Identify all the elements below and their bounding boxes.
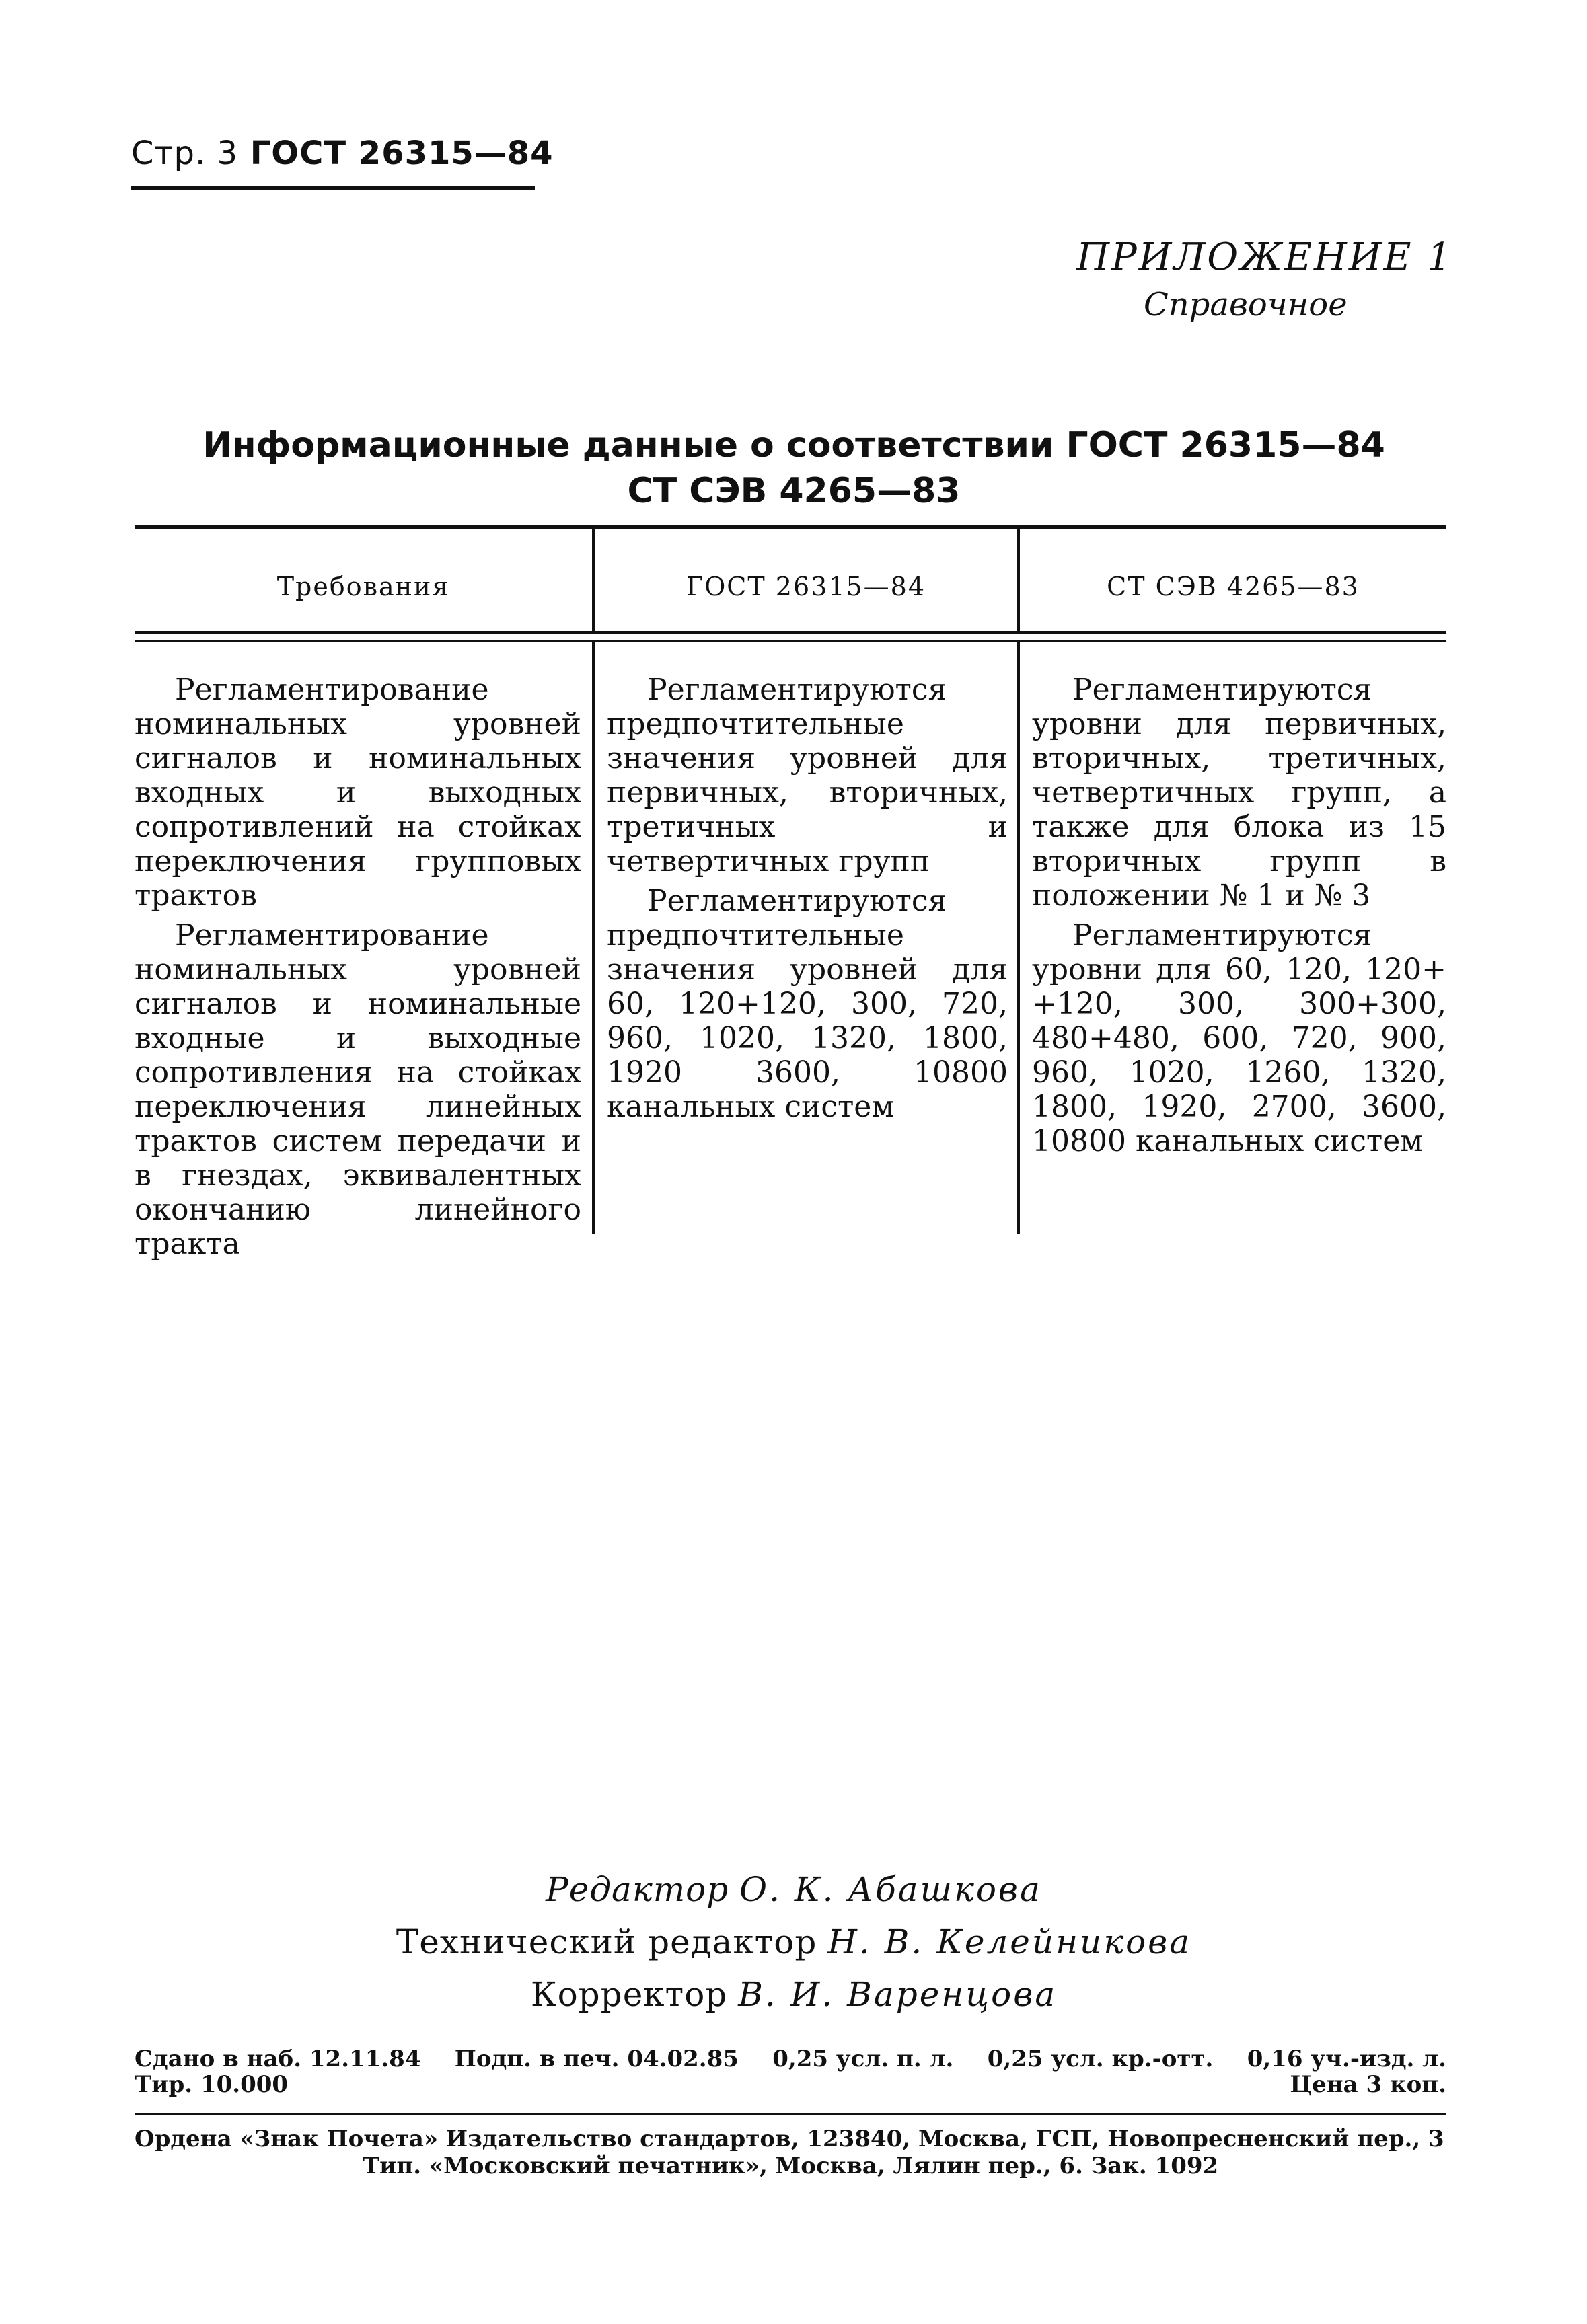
- table-cell: Регламентируются предпочтительные значения уровней для первичных, вторичных, третичных и четвертичных групп: [607, 673, 1008, 878]
- document-title: [135, 422, 1453, 514]
- publisher-line1: Ордена «Знак Почета» Издательство стандартов, 123840, Москва, ГСП, Новопресненский пер., 3: [135, 2126, 1444, 2152]
- table-cell: Регламентируются предпочтительные значения уровней для 60, 120+120, 300, 720, 960, 1020, 1320, 1800, 1920 3600, 10800 канальных систем: [607, 884, 1008, 1124]
- header-rule: [131, 186, 535, 190]
- publishing-sheets: 0,16 уч.-изд. л.: [1247, 2046, 1446, 2072]
- imprint-block: [135, 2046, 1446, 2097]
- table-divider: [592, 642, 595, 1234]
- table-column-gost: [607, 673, 1008, 1129]
- editor-name: О. К. Абашкова: [739, 1870, 1042, 1909]
- column-header-requirements: Требования: [276, 572, 450, 601]
- table-column-st-sev: [1032, 673, 1446, 1164]
- appendix-subtitle: Справочное: [1144, 286, 1348, 324]
- table-top-rule: [135, 525, 1446, 529]
- publisher-block: [135, 2126, 1446, 2179]
- color-copies-sheets: 0,25 усл. кр.-отт.: [987, 2046, 1214, 2072]
- column-header-gost: ГОСТ 26315—84: [686, 572, 926, 601]
- print-sheets: 0,25 усл. п. л.: [772, 2046, 954, 2072]
- document-title-line2: СТ СЭВ 4265—83: [627, 471, 961, 511]
- table-header-rule: [135, 640, 1446, 642]
- proofreader-line: [135, 1968, 1453, 2021]
- appendix-block: [1076, 235, 1453, 324]
- staff-credits: [135, 1863, 1453, 2021]
- editor-line: [135, 1863, 1453, 1916]
- imprint-row: [135, 2072, 1446, 2097]
- page-number: Стр. 3: [131, 135, 238, 172]
- table-cell: Регламентирование номинальных уровней сигналов и номинальные входные и выходные сопротивления на стойках переключения линейных трактов систем передачи и в гнездах, эквивалентных окончанию линейного тракта: [135, 918, 581, 1261]
- table-cell: Регламентируются уровни для 60, 120, 120+ +120, 300, 300+300, 480+480, 600, 720, 900, 960, 1020, 1260, 1320, 1800, 1920, 2700, 3600, 10800 канальных систем: [1032, 918, 1446, 1158]
- circulation: Тир. 10.000: [135, 2071, 289, 2098]
- table-cell: Регламентирование номинальных уровней сигналов и номинальных входных и выходных сопротивлений на стойках переключения групповых трактов: [135, 673, 581, 913]
- standard-number: ГОСТ 26315—84: [250, 135, 554, 172]
- imprint-row: [135, 2046, 1446, 2072]
- table-divider: [1017, 642, 1020, 1234]
- page-header: [131, 135, 554, 172]
- signed-date: Подп. в печ. 04.02.85: [454, 2046, 739, 2072]
- proofreader-name: В. И. Варенцова: [738, 1975, 1058, 2014]
- price: Цена 3 коп.: [1290, 2071, 1446, 2098]
- column-header-st-sev: СТ СЭВ 4265—83: [1107, 572, 1360, 601]
- table-header-rule: [135, 631, 1446, 634]
- publisher-line2: Тип. «Московский печатник», Москва, Лялин пер., 6. Зак. 1092: [362, 2152, 1219, 2179]
- table-cell: Регламентируются уровни для первичных, вторичных, третичных, четвертичных групп, а также для блока из 15 вторичных групп в положении № 1 и № 3: [1032, 673, 1446, 913]
- tech-editor-label: Технический редактор: [396, 1922, 817, 1961]
- editor-label: Редактор: [546, 1870, 729, 1909]
- tech-editor-line: [135, 1916, 1453, 1968]
- table-column-requirements: [135, 673, 581, 1267]
- appendix-title: ПРИЛОЖЕНИЕ 1: [1076, 235, 1453, 279]
- tech-editor-name: Н. В. Келейникова: [827, 1922, 1192, 1961]
- imprint-rule: [135, 2113, 1446, 2115]
- document-title-line1: Информационные данные о соответствии ГОСТ 26315—84: [202, 425, 1385, 465]
- submitted-date: Сдано в наб. 12.11.84: [135, 2046, 421, 2072]
- proofreader-label: Корректор: [530, 1975, 728, 2014]
